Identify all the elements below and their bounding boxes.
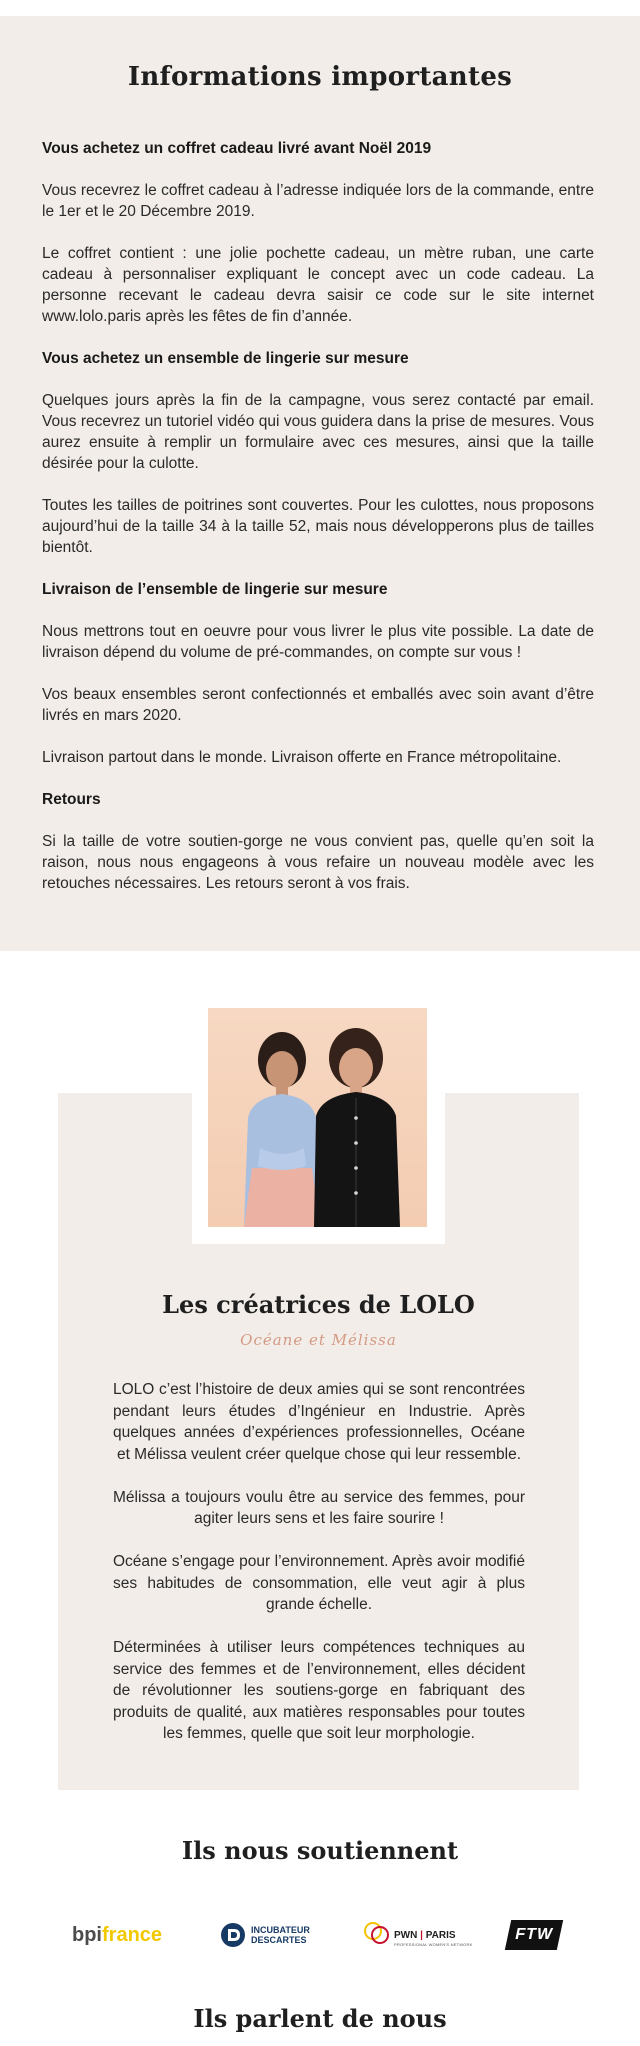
section-paragraph: Vos beaux ensembles seront confectionnés et emballés avec soin avant d’être livrés en mars 2020. xyxy=(42,686,594,724)
ftw-logo[interactable] xyxy=(508,1915,560,1955)
founders-paragraph: Déterminées à utiliser leurs compétences techniques au service des femmes et de l’environnement, elles décident de révolutionner les soutiens-gorge en fabriquant des produits de qualité, aux matières responsables pour toutes les femmes, quelle que soit leur morphologie. xyxy=(113,1639,525,1742)
section-paragraph: Livraison partout dans le monde. Livraison offerte en France métropolitaine. xyxy=(42,749,562,766)
founders-paragraph: Océane s’engage pour l’environnement. Après avoir modifié ses habitudes de consommation, elle veut agir à plus grande échelle. xyxy=(113,1553,525,1613)
section-heading-delivery: Livraison de l’ensemble de lingerie sur mesure xyxy=(42,581,388,598)
pwn-rings-icon xyxy=(362,1921,392,1949)
pwn-tagline: PROFESSIONAL WOMEN'S NETWORK xyxy=(394,1942,473,1947)
founders-photo xyxy=(208,1008,427,1227)
section-paragraph: Quelques jours après la fin de la campagne, vous serez contacté par email. Vous recevrez un tutoriel vidéo qui vous guidera dans la prise de mesures. Vous aurez ensuite à remplir un formulaire avec ces mesures, ainsi que la taille désirée pour la culotte. xyxy=(42,392,594,472)
pwn-label: PWN xyxy=(394,1930,418,1941)
press-title: Ils parlent de nous xyxy=(193,2004,447,2033)
incubateur-icon xyxy=(220,1922,246,1948)
section-paragraph: Le coffret contient : une jolie pochette cadeau, un mètre ruban, une carte cadeau à personnaliser expliquant le concept avec un code cadeau. La personne recevant le cadeau devra saisir ce code sur le site internet www.lolo.paris après les fêtes de fin d’année. xyxy=(42,245,594,325)
info-title: Informations importantes xyxy=(127,62,513,92)
incubateur-descartes-logo[interactable] xyxy=(220,1915,310,1955)
support-title: Ils nous soutiennent xyxy=(181,1836,459,1865)
partner-logos xyxy=(0,1915,640,1955)
section-paragraph: Nous mettrons tout en oeuvre pour vous livrer le plus vite possible. La date de livraison dépend du volume de pré-commandes, on compte sur vous ! xyxy=(42,623,594,661)
founders-title: Les créatrices de LOLO xyxy=(162,1290,475,1319)
founders-paragraph: LOLO c’est l’histoire de deux amies qui se sont rencontrées pendant leurs études d’Ingénieur en Industrie. Après quelques années d’expériences professionnelles, Océane et Mélissa veulent créer quelque chose qui leur ressemble. xyxy=(113,1381,525,1463)
bpifrance-logo-text-b: france xyxy=(102,1923,163,1946)
section-paragraph: Toutes les tailles de poitrines sont couvertes. Pour les culottes, nous proposons aujourd’hui de la taille 34 à la taille 52, mais nous développerons plus de tailles bientôt. xyxy=(42,497,594,556)
incubateur-label: INCUBATEUR xyxy=(251,1925,310,1935)
pwn-paris-logo[interactable]: PWN | PARIS PROFESSIONAL WOMEN'S NETWORK xyxy=(362,1915,472,1955)
founders-subtitle: Océane et Mélissa xyxy=(240,1331,397,1349)
bpifrance-logo-text-a: bpi xyxy=(72,1923,102,1946)
info-section xyxy=(0,16,640,951)
section-paragraph: Si la taille de votre soutien-gorge ne vous convient pas, quelle qu’en soit la raison, nous nous engageons à vous refaire un nouveau modèle avec les retouches nécessaires. Les retours seront à vos frais. xyxy=(42,833,594,892)
bpifrance-logo[interactable] xyxy=(72,1915,162,1955)
section-paragraph: Vous recevrez le coffret cadeau à l’adresse indiquée lors de la commande, entre le 1er et le 20 Décembre 2019. xyxy=(42,182,594,220)
section-heading-gift: Vous achetez un coffret cadeau livré avant Noël 2019 xyxy=(42,140,432,157)
founders-illustration xyxy=(208,1008,427,1227)
section-heading-returns: Retours xyxy=(42,791,101,808)
info-body xyxy=(42,138,594,915)
founders-paragraph: Mélissa a toujours voulu être au service des femmes, pour agiter leurs sens et les faire sourire ! xyxy=(113,1488,525,1527)
founders-body xyxy=(113,1379,525,1766)
descartes-label: DESCARTES xyxy=(251,1935,307,1945)
ftw-label: FTW xyxy=(513,1926,555,1943)
paris-label: PARIS xyxy=(425,1930,456,1941)
section-heading-lingerie: Vous achetez un ensemble de lingerie sur mesure xyxy=(42,350,409,367)
